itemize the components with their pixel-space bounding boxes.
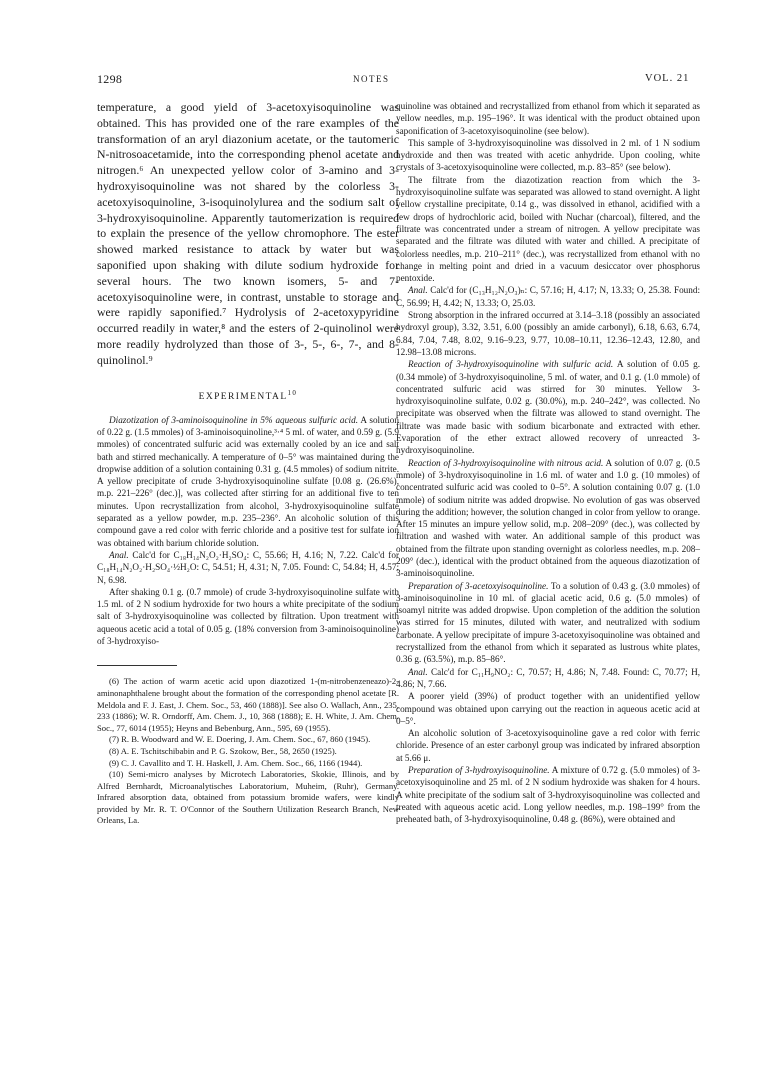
paragraph: A poorer yield (39%) of product together with an unidentified yellow compound was obtained upon carrying out the reaction in aqueous acetic acid at 0–5°. <box>396 691 700 726</box>
intro-paragraph: temperature, a good yield of 3-acetoxyisoquinoline was obtained. This has provided one of the rare examples of the transformation of an aryl diazonium acetate, or the tautomeric N-nitrosoacetamide, into the corresponding phenol acetate and nitrogen.⁶ An unexpected yellow color of 3-amino and 3-hydroxyisoquinoline was not shared by the colorless 3-acetoxyisoquinoline, 3-isoquinolylurea and the sodium salt of 3-hydroxyisoquinoline. Apparently tautomerization is required to explain the presence of the yellow chromophore. The ester showed marked resistance to attack by water but was saponified upon shaking with dilute sodium hydroxide for several hours. The two known isomers, 5- and 7-acetoxyisoquinoline were, in contrast, unstable to storage and were rapidly saponified.⁷ Hydrolysis of 2-acetoxypyridine occurred readily in water,⁸ and the esters of 2-quinolinol were more readily hydrolyzed than those of 3-, 5-, 6-, 7-, and 8-quinolinol.⁹ <box>97 100 399 367</box>
heading-footnote-ref: 10 <box>287 388 298 397</box>
acetoxy-preparation-paragraph: Preparation of 3-acetoxyisoquinoline. To a solution of 0.43 g. (3.0 mmoles) of 3-aminoisoquinoline in 10 ml. of glacial acetic acid, 0.6 g. (5.0 mmoles) of isoamyl nitrite was added dropwise. Upon completion of the addition the solution was stirred for 15 minutes, diluted with water, and neutralized with sodium carbonate. A yellow precipitate of impure 3-acetoxyisoquinoline was obtained and recrystallized from the ethanol from which it separated as lustrous white plates, 0.36 g. (63.5%), m.p. 85–86°. <box>396 580 700 665</box>
infrared-paragraph: Strong absorption in the infrared occurred at 3.14–3.18 (possibly an associated hydroxyl group), 3.32, 3.51, 6.00 (possibly an amide carbonyl), 6.18, 6.63, 6.74, 6.84, 7.04, 7.48, 8.02, 9.16–9.23, 9.77, 10.08–10.11, 12.36–12.43, 12.80, and 12.98–13.08 microns. <box>396 310 700 357</box>
left-column <box>97 100 399 827</box>
footnote-divider <box>97 665 177 666</box>
paragraph: The filtrate from the diazotization reaction from which the 3-hydroxyisoquinoline sulfate was separated was allowed to stand overnight. A light yellow crystalline precipitate, 0.14 g., was dissolved in ethanol, acidified with a few drops of hydrochloric acid, boiled with Nuchar (charcoal), filtered, and the filtrate was concentrated under a stream of nitrogen. A yellow precipitate was separated and the filtrate was diluted with water and chilled. A precipitate of colorless needles, m.p. 210–211° (dec.), was recrystallized from ethanol with no change in melting point and dried in a vacuum desiccator over phosphorus pentoxide. <box>396 174 700 284</box>
hydroxy-preparation-paragraph: Preparation of 3-hydroxyisoquinoline. A mixture of 0.72 g. (5.0 mmoles) of 3-acetoxyisoquinoline and 25 ml. of 2 N sodium hydroxide was shaken for 4 hours. A white precipitate of the sodium salt of 3-hydroxyisoquinoline was collected and treated with aqueous acetic acid. Long yellow needles, m.p. 198–199° from the preheated bath, of 3-hydroxyisoquinoline, 0.48 g. (86%), were obtained and <box>396 765 701 825</box>
footnote: (8) A. E. Tschitschibabin and P. G. Szokow, Ber., 58, 2650 (1925). <box>109 745 337 756</box>
analysis-paragraph-3: Anal. Calc'd for C₁₁H₉NO₂: C, 70.57; H, 4.86; N, 7.48. Found: C, 70.77; H, 4.86; N, 7.66. <box>396 666 700 689</box>
footnote: (6) The action of warm acetic acid upon diazotized 1-(m-nitrobenzeneazo)-2-aminonaphthalene brought about the formation of the corresponding phenol acetate [R. Meldola and F. J. East, J. Chem. Soc., 53, 460 (1888)]. See also O. Wallach, Ann., 235, 233 (1886); W. R. Orndorff, Am. Chem. J., 10, 368 (1888); E. H. White, J. Am. Chem. Soc., 77, 6014 (1955); Heyns and Bebenburg, Ann., 595, 69 (1955). <box>97 676 399 733</box>
saponification-paragraph: After shaking 0.1 g. (0.7 mmole) of crude 3-hydroxyisoquinoline sulfate with 1.5 ml. of 2 N sodium hydroxide for two hours a white precipitate of the sodium salt of 3-hydroxyisoquinoline was collected by filtration. Upon treatment with aqueous acetic acid a total of 0.05 g. (18% conversion from 3-aminoisoquinoline) of 3-hydroxyiso- <box>97 586 399 647</box>
footnote: (9) C. J. Cavallito and T. H. Haskell, J. Am. Chem. Soc., 66, 1166 (1944). <box>109 757 363 768</box>
page-number: 1298 <box>97 72 123 86</box>
paragraph: This sample of 3-hydroxyisoquinoline was dissolved in 2 ml. of 1 N sodium hydroxide and then was treated with acetic anhydride. Upon cooling, white crystals of 3-acetoxyisoquinoline were collected, m.p. 83–85° (see below). <box>396 137 700 173</box>
analysis-paragraph-2: Anal. Calc'd for (C₁₃H₁₂N₂O₃)ₙ: C, 57.16; H, 4.17; N, 13.33; O, 25.38. Found: C, 56.99; H, 4.42; N, 13.33; O, 25.03. <box>396 285 701 308</box>
analysis-paragraph-1: Anal. Calc'd for C₁₈H₁₄N₂O₂·H₂SO₄: C, 55.66; H, 4.16; N, 7.22. Calc'd for C₁₈H₁₄N₂O₂·H₂SO₄·½H₂O: C, 54.51; H, 4.31; N, 7.05. Found: C, 54.84; H, 4.57; N, 6.98. <box>97 549 400 585</box>
diazotization-body: A solution of 0.22 g. (1.5 mmoles) of 3-aminoisoquinoline,³·⁴ 5 ml. of water, and 0.59 g. (5.9 mmoles) of concentrated sulfuric acid was externally cooled by an ice and salt bath and stirred mechanically. A temperature of 0–5° was maintained during the dropwise addition of a solution containing 0.31 g. (4.5 mmoles) of sodium nitrite. A yellow precipitate of crude 3-hydroxyisoquinoline sulfate [0.08 g. (26.6%), m.p. 221–226° (dec.)], was collected after stirring for an additional five to ten minutes. Upon recrystallization from alcohol, 3-hydroxyisoquinoline sulfate separated as a yellow powder, m.p. 235–236°. An alcoholic solution of this compound gave a red color with ferric chloride and a positive test for sulfate ion was obtained with barium chloride solution. <box>97 414 399 548</box>
footnote: (7) R. B. Woodward and W. E. Doering, J. Am. Chem. Soc., 67, 860 (1945). <box>109 734 371 745</box>
sulfuric-acid-paragraph: Reaction of 3-hydroxyisoquinoline with sulfuric acid. A solution of 0.05 g. (0.34 mmole) of 3-hydroxyisoquinoline, 5 ml. of water, and 0.1 g. (1.0 mmole) of concentrated sulfuric acid was stirred for 30 minutes. Yellow 3-hydroxyisoquinoline sulfate, 0.02 g. (30.0%), m.p. 240–242°, was collected. No precipitate was observed when the filtrate was allowed to stand overnight. The filtrate was made basic with sodium bicarbonate and extracted with ether. Evaporation of the ether extract allowed recovery of unreacted 3-hydroxyisoquinoline. <box>396 359 700 456</box>
running-header: NOTES <box>353 74 390 84</box>
experimental-heading: EXPERIMENTAL$^{10}$ <box>198 388 298 402</box>
paragraph: An alcoholic solution of 3-acetoxyisoquinoline gave a red color with ferric chloride. Presence of an ester carbonyl group was indicated by infrared absorption at 5.66 μ. <box>396 728 700 763</box>
nitrous-acid-paragraph: Reaction of 3-hydroxyisoquinoline with nitrous acid. A solution of 0.07 g. (0.5 mmole) of 3-hydroxyisoquinoline in 1.6 ml. of water and 1.0 g. (10 mmoles) of concentrated sulfuric acid was cooled to 0–5°. A solution containing 0.07 g. (1.0 mmole) of sodium nitrite was added dropwise. No evolution of gas was observed during the addition; however, the solution changed in color from yellow to orange. After 15 minutes an impure yellow solid, m.p. 208–209° (dec.), was collected by filtration and washed with water. An additional sample of this product was obtained from the filtrate upon standing overnight as colorless needles, m.p. 208–209° (dec.), identical with the product obtained from the aqueous diazotization of 3-aminoisoquinoline. <box>396 457 700 579</box>
volume-label: VOL. 21 <box>645 73 690 84</box>
diazotization-title: Diazotization of 3-aminoisoquinoline in 5% aqueous sulfuric acid. <box>109 414 359 425</box>
footnote: (10) Semi-micro analyses by Microtech Laboratories, Skokie, Illinois, and by Alfred Bernhardt, Microanalytisches Laboratorium, Muheim, (Ruhr), Germany. Infrared absorption data, obtained from potassium bromide wafers, were kindly provided by Mr. R. T. O'Connor of the Southern Utilization Research Branch, New Orleans, La. <box>97 769 399 826</box>
diazotization-paragraph <box>97 414 399 549</box>
continuation-paragraph: quinoline was obtained and recrystallized from ethanol from which it separated as yellow needles, m.p. 195–196°. It was identical with the product obtained upon saponification of 3-acetoxyisoquinoline (see below). <box>396 101 700 136</box>
right-column <box>396 100 700 826</box>
